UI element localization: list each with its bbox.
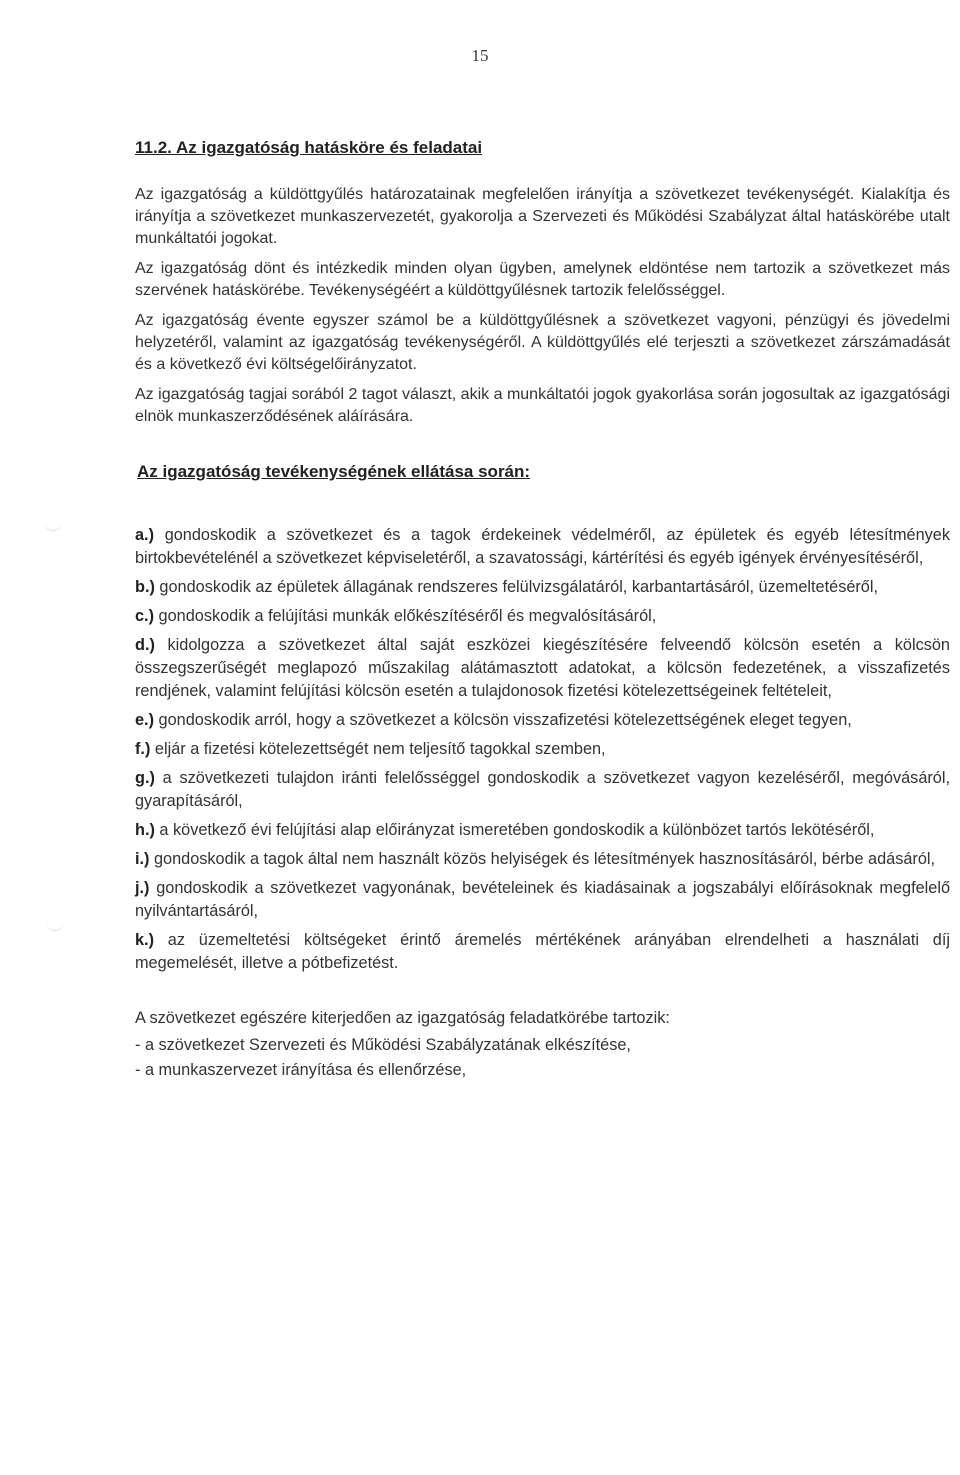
item-letter: c.) <box>135 607 155 625</box>
item-letter: i.) <box>135 850 150 868</box>
item-text: az üzemeltetési költségeket érintő áremelés mértékének arányában elrendelheti a használati díj megemelését, illetve a pótbefizetést. <box>135 931 950 972</box>
item-letter: d.) <box>135 636 155 654</box>
list-item <box>135 877 950 923</box>
subheading: Az igazgatóság tevékenységének ellátása során: <box>137 462 531 481</box>
item-text: gondoskodik a felújítási munkák előkészítéséről és megvalósításáról, <box>154 607 657 625</box>
item-letter: a.) <box>135 526 155 544</box>
list-item <box>135 709 950 732</box>
item-text: a következő évi felújítási alap előirányzat ismeretében gondoskodik a különbözet tartós lekötéséről, <box>154 821 875 839</box>
duties-list <box>135 524 950 975</box>
item-text: gondoskodik a szövetkezet vagyonának, bevételeinek és kiadásainak a jogszabályi előírásoknak megfelelő nyilvántartásáról, <box>135 879 950 920</box>
item-text: gondoskodik a tagok által nem használt közös helyiségek és létesítmények hasznosításáról, bérbe adásáról, <box>149 850 936 868</box>
list-item <box>135 738 950 761</box>
paragraph: Az igazgatóság a küldöttgyűlés határozatainak megfelelően irányítja a szövetkezet tevékenységét. Kialakítja és irányítja a szövetkezet munkaszervezetét, gyakorolja a Szervezeti és Működési Szabályzat által hatáskörébe utalt munkáltatói jogokat. <box>135 186 950 247</box>
intro-line: A szövetkezet egészére kiterjedően az igazgatóság feladatkörébe tartozik: <box>135 1009 670 1027</box>
paragraph: Az igazgatóság dönt és intézkedik minden olyan ügyben, amelynek eldöntése nem tartozik a szövetkezet más szervének hatáskörébe. Tevékenységéért a küldöttgyűlésnek tartozik felelősséggel. <box>135 260 950 299</box>
item-text: gondoskodik a szövetkezet és a tagok érdekeinek védelméről, az épületek és egyéb létesítmények birtokbevételénél a szövetkezet képviseletéről, a szavatossági, kártérítési és egyéb igények érvényesítéséről, <box>135 526 950 567</box>
item-text: kidolgozza a szövetkezet által saját eszközei kiegészítésére felveendő kölcsön esetén a kölcsön összegszerűségét meglapozó műszakilag alátámasztott adatokat, a kölcsön fedezetének, a visszafizetés rendjének, valamint felújítási kölcsön esetén a tulajdonosok fizetési kötelezettségeinek feltételeit, <box>135 636 950 700</box>
paragraph: Az igazgatóság évente egyszer számol be a küldöttgyűlésnek a szövetkezet vagyoni, pénzügyi és jövedelmi helyzetéről, valamint az igazgatóság tevékenységéről. A küldöttgyűlés elé terjeszti a szövetkezet zárszámadását és a következő évi költségelőirányzatot. <box>135 312 950 373</box>
item-text: eljár a fizetési kötelezettségét nem teljesítő tagokkal szemben, <box>150 740 606 758</box>
list-item <box>135 929 950 975</box>
dash-item: - a munkaszervezet irányítása és ellenőrzése, <box>135 1061 467 1079</box>
section-heading: 11.2. Az igazgatóság hatásköre és feladatai <box>135 138 483 157</box>
item-letter: h.) <box>135 821 155 839</box>
item-letter: b.) <box>135 578 155 596</box>
list-item <box>135 634 950 703</box>
page-number: 15 <box>471 46 489 65</box>
item-letter: k.) <box>135 931 155 949</box>
document-body <box>135 138 950 1084</box>
paragraph: Az igazgatóság tagjai sorából 2 tagot választ, akik a munkáltatói jogok gyakorlása során jogosultak az igazgatósági elnök munkaszerződésének aláírására. <box>135 386 950 425</box>
list-item <box>135 524 950 570</box>
list-item <box>135 767 950 813</box>
scan-mark <box>46 920 64 931</box>
list-item <box>135 605 950 628</box>
list-item <box>135 848 950 871</box>
dash-item: - a szövetkezet Szervezeti és Működési Szabályzatának elkészítése, <box>135 1036 631 1054</box>
scan-mark <box>44 520 62 531</box>
item-letter: e.) <box>135 711 155 729</box>
list-item <box>135 576 950 599</box>
item-text: a szövetkezeti tulajdon iránti felelősséggel gondoskodik a szövetkezet vagyon kezeléséről, megóvásáról, gyarapításáról, <box>135 769 950 810</box>
item-letter: g.) <box>135 769 155 787</box>
item-text: gondoskodik az épületek állagának rendszeres felülvizsgálatáról, karbantartásáról, üzemeltetéséről, <box>154 578 879 596</box>
list-item <box>135 819 950 842</box>
item-text: gondoskodik arról, hogy a szövetkezet a kölcsön visszafizetési kötelezettségének eleget tegyen, <box>154 711 852 729</box>
item-letter: j.) <box>135 879 150 897</box>
item-letter: f.) <box>135 740 151 758</box>
